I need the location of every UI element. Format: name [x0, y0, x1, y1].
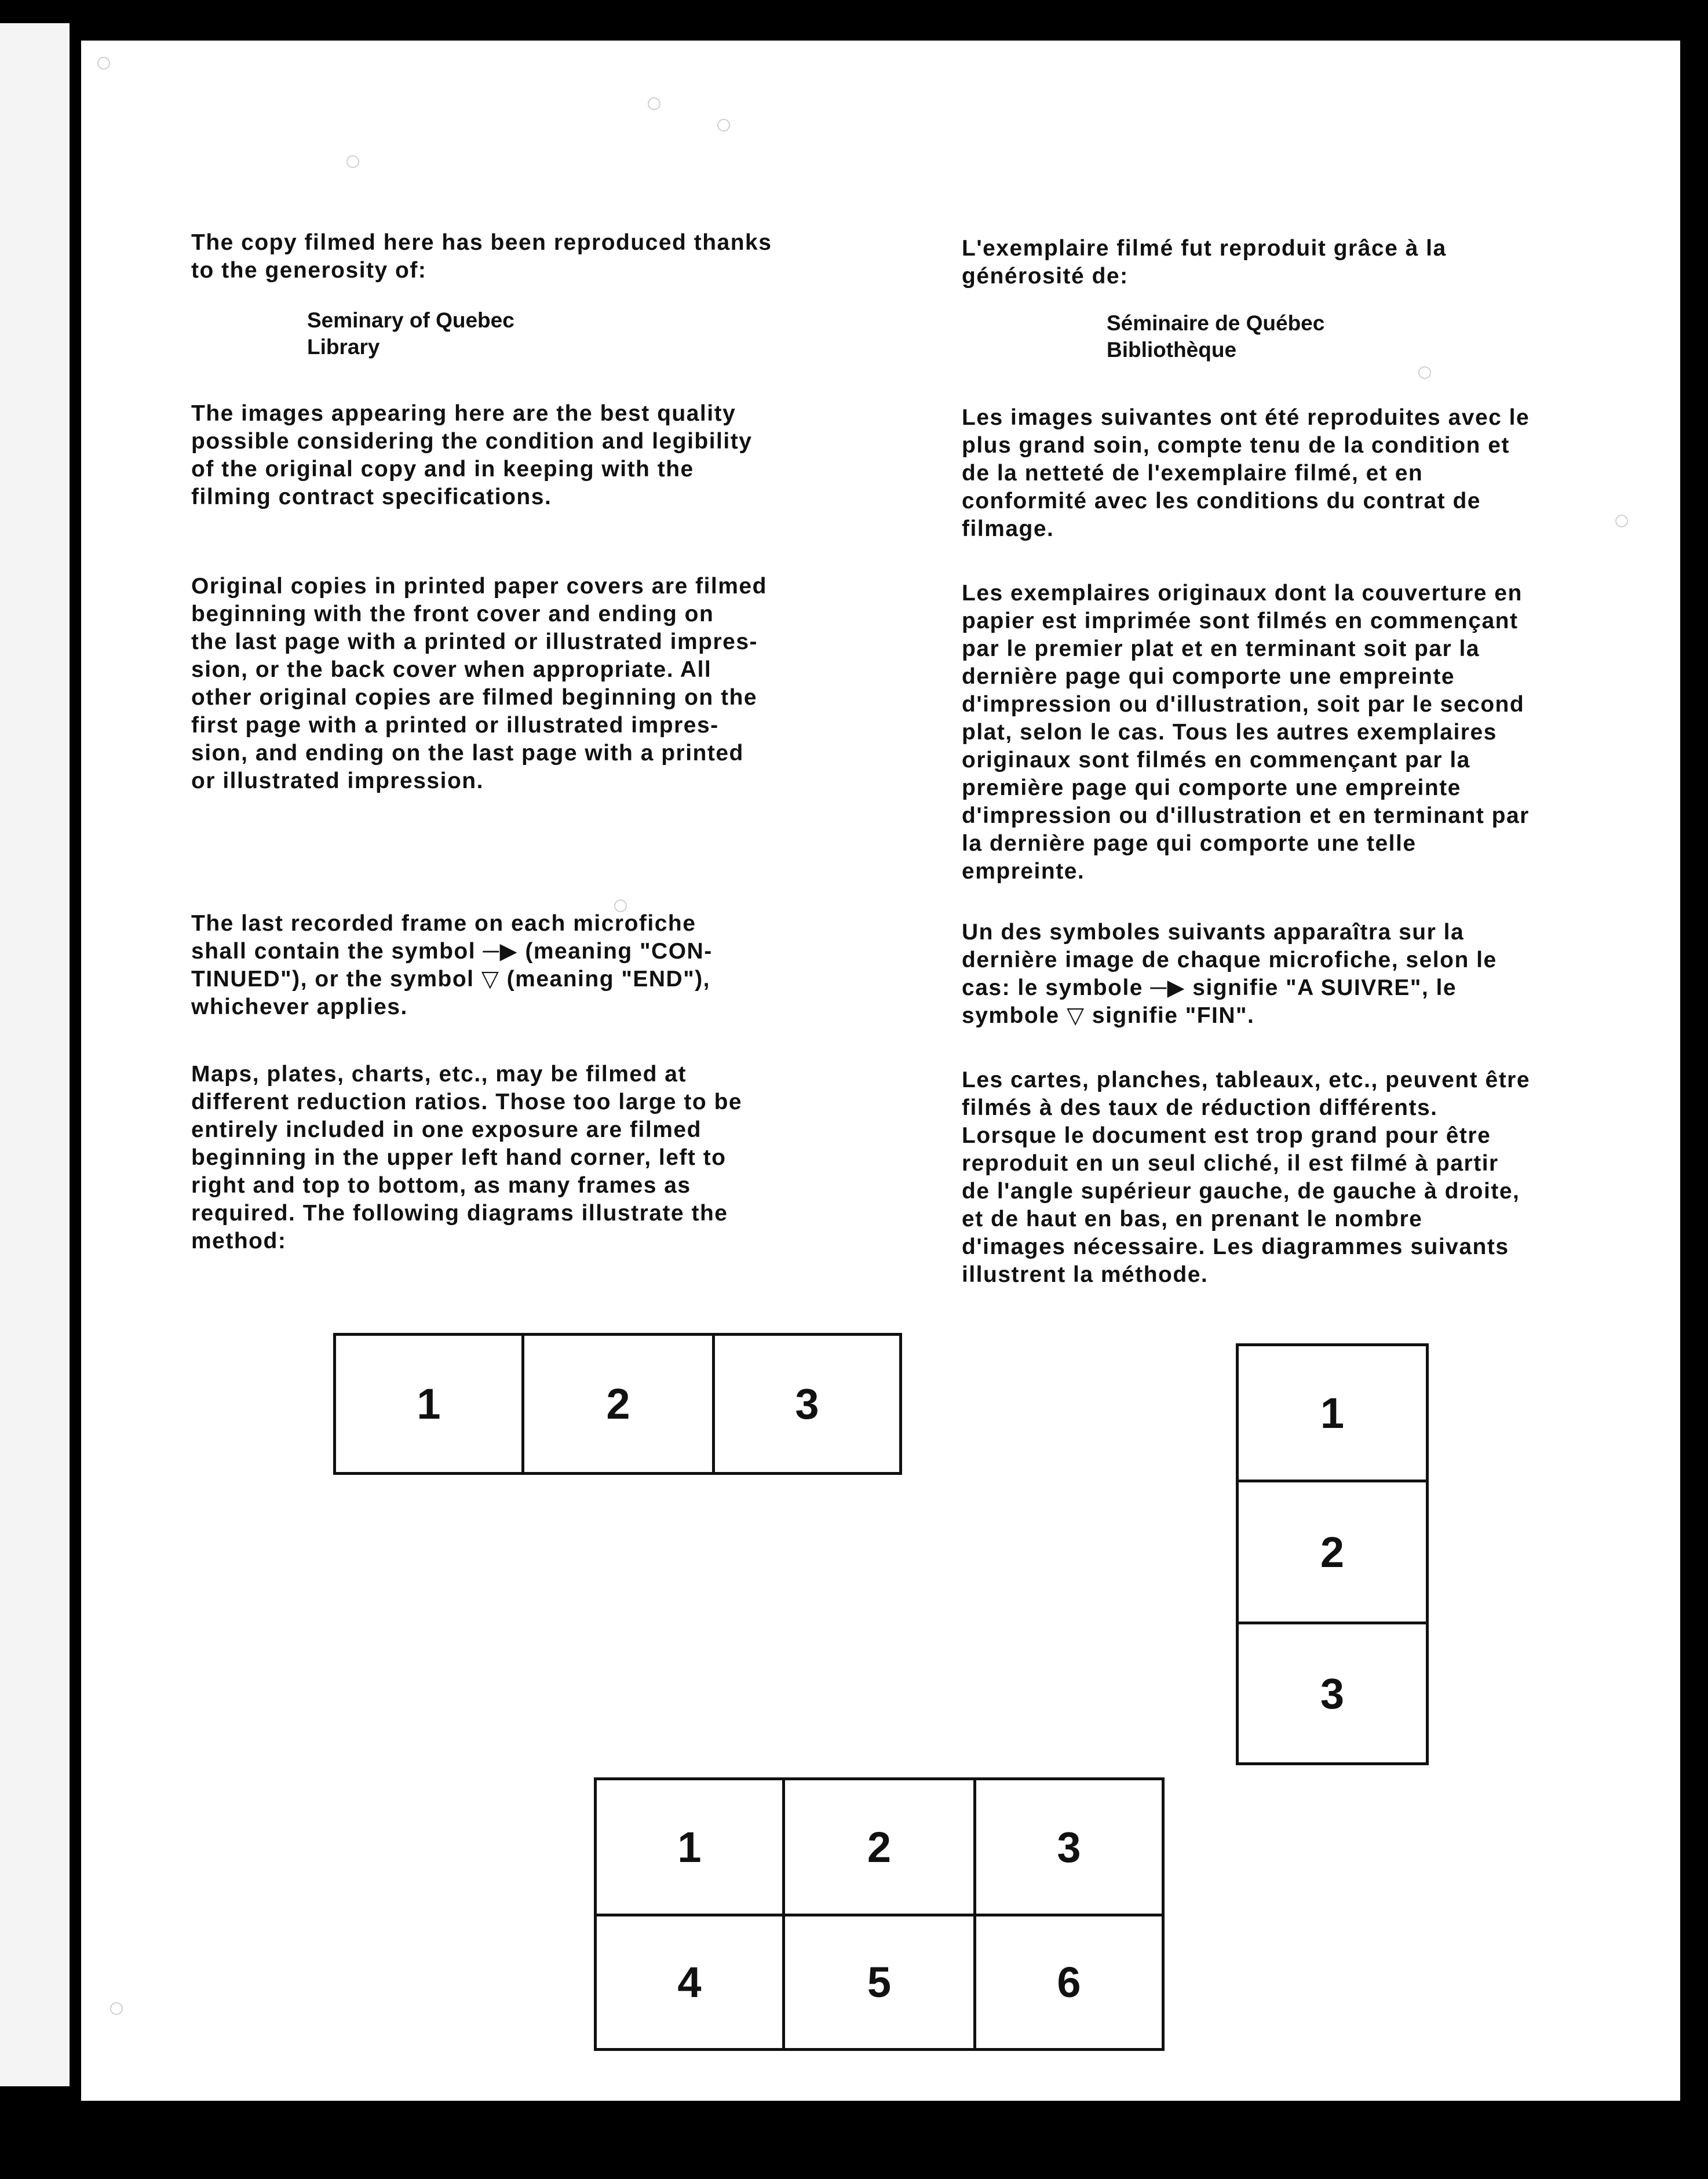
diagram-frame: 3 [712, 1333, 902, 1475]
diagram-frame: 1 [333, 1333, 524, 1475]
vertical-frame-diagram [1236, 1343, 1429, 1765]
diagram-frame: 3 [973, 1777, 1165, 1916]
horizontal-frame-diagram [333, 1333, 902, 1475]
dust-speck [110, 2002, 123, 2015]
diagram-frame: 4 [594, 1914, 785, 2051]
diagram-frame: 5 [782, 1914, 976, 2051]
french-intro: L'exemplaire filmé fut reproduit grâce à la générosité de: [962, 236, 1447, 289]
dust-speck [1615, 515, 1628, 527]
english-originals-paragraph: Original copies in printed paper covers are filmed beginning with the front cover and ending on the last page with a printed or illustrated impres- sion, or the back cover when appropriate. All other original copies are filmed beginning on the first page with a printed or illustrated impres- sion, and ending on the last page with a printed or illustrated impression. [191, 574, 767, 793]
grid-frame-diagram [594, 1777, 1165, 2051]
english-intro: The copy filmed here has been reproduced thanks to the generosity of: [191, 230, 772, 283]
french-symbols-paragraph: Un des symboles suivants apparaîtra sur la dernière image de chaque microfiche, selon le cas: le symbole ─▶ signifie "A SUIVRE", le symbole ▽ signifie "FIN". [962, 920, 1497, 1028]
english-institution: Seminary of Quebec Library [307, 308, 514, 359]
diagram-frame: 1 [594, 1777, 785, 1916]
french-originals-paragraph: Les exemplaires originaux dont la couverture en papier est imprimée sont filmés en commençant par le premier plat et en terminant soit par la dernière page qui comporte une empreinte d'impression ou d'illustration, soit par le second plat, selon le cas. Tous les autres exemplaires originaux sont filmés en commençant par la première page qui comporte une empreinte d'impression ou d'illustration et en terminant par la dernière page qui comporte une telle empreinte. [962, 581, 1530, 884]
dust-speck [648, 97, 660, 110]
diagram-frame: 2 [521, 1333, 715, 1475]
english-quality-paragraph: The images appearing here are the best quality possible considering the condition and legibility of the original copy and in keeping with the filming contract specifications. [191, 401, 753, 509]
english-symbols-paragraph: The last recorded frame on each microfiche shall contain the symbol ─▶ (meaning "CON- TINUED"), or the symbol ▽ (meaning "END"), whichever applies. [191, 911, 713, 1019]
diagram-frame: 2 [782, 1777, 976, 1916]
english-maps-paragraph: Maps, plates, charts, etc., may be filmed at different reduction ratios. Those too large to be entirely included in one exposure are filmed beginning in the upper left hand corner, left to right and top to bottom, as many frames as required. The following diagrams illustrate the method: [191, 1062, 743, 1254]
diagram-frame: 2 [1236, 1480, 1429, 1624]
french-quality-paragraph: Les images suivantes ont été reproduites avec le plus grand soin, compte tenu de la condition et de la netteté de l'exemplaire filmé, et en conformité avec les conditions du contrat de filmage. [962, 405, 1530, 541]
diagram-frame: 1 [1236, 1343, 1429, 1482]
diagram-frame: 3 [1236, 1622, 1429, 1765]
diagram-frame: 6 [973, 1914, 1165, 2051]
french-maps-paragraph: Les cartes, planches, tableaux, etc., peuvent être filmés à des taux de réduction différents. Lorsque le document est trop grand pour être reproduit en un seul cliché, il est filmé à partir de l'angle supérieur gauche, de gauche à droite, et de haut en bas, en prenant le nombre d'images nécessaire. Les diagrammes suivants illustrent la méthode. [962, 1067, 1531, 1287]
dust-speck [717, 119, 730, 132]
dust-speck [97, 57, 110, 70]
french-institution: Séminaire de Québec Bibliothèque [1107, 311, 1325, 362]
adjacent-page-edge [0, 23, 70, 2086]
dust-speck [1418, 366, 1431, 379]
dust-speck [346, 155, 359, 168]
